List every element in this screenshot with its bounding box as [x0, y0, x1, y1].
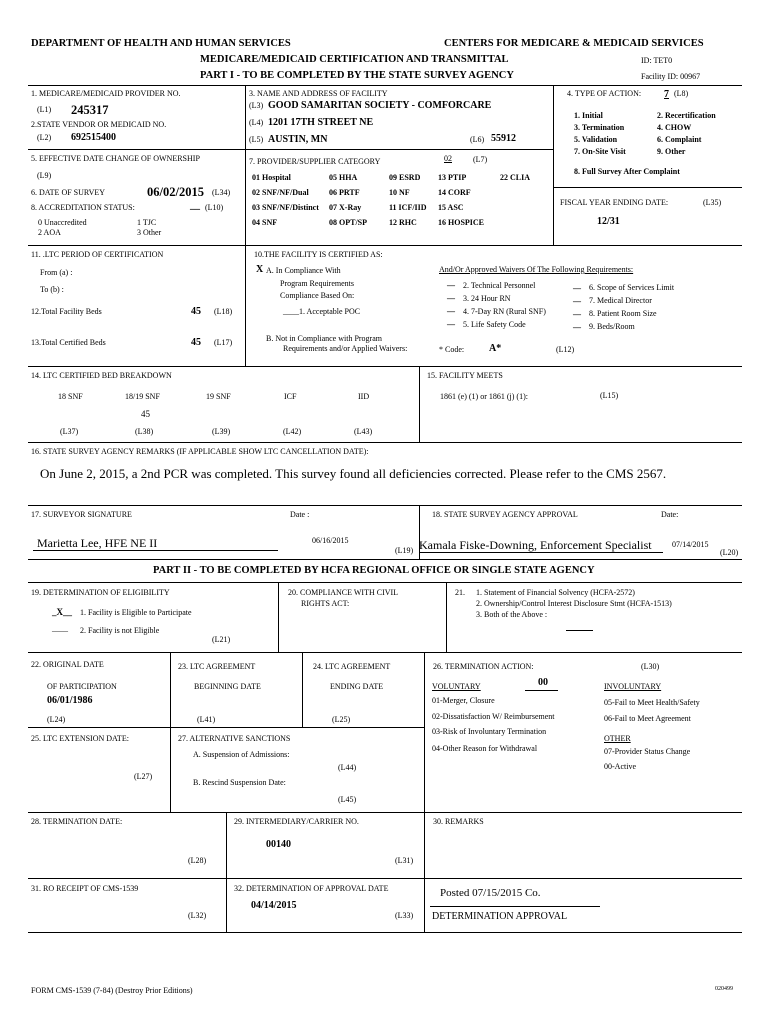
l18-code: (L18) [214, 307, 233, 316]
waiver-item: 3. 24 Hour RN [463, 294, 511, 303]
l31-code: (L31) [395, 856, 414, 865]
civil-rights-label: 20. COMPLIANCE WITH CIVIL [288, 588, 399, 597]
waiver-item: 6. Scope of Services Limit [589, 283, 675, 292]
form-number: FORM CMS-1539 (7-84) (Destroy Prior Editions) [31, 986, 193, 995]
waiver-blank: __ [573, 281, 581, 290]
waiver-blank: __ [447, 304, 455, 313]
category-option: 22 CLIA [500, 173, 531, 182]
category-option: 08 OPT/SP [329, 218, 368, 227]
l7-code: (L7) [473, 155, 488, 164]
waiver-item: 7. Medical Director [589, 296, 652, 305]
posted-note: Posted 07/15/2015 Co. [440, 887, 541, 899]
l21-code: (L21) [212, 635, 231, 644]
termination-action-label: 26. TERMINATION ACTION: [433, 662, 534, 671]
bed-col-code: (L43) [354, 427, 373, 436]
vendor-no-value: 692515400 [71, 132, 116, 143]
accreditation-label: 8. ACCREDITATION STATUS: [31, 203, 135, 212]
voluntary-heading: VOLUNTARY [432, 682, 481, 691]
category-option: 06 PRTF [329, 188, 360, 197]
bed-col-header: IID [358, 392, 370, 401]
total-certified-beds-label: 13.Total Certified Beds [31, 338, 106, 347]
bed-col-header: 19 SNF [206, 392, 231, 401]
category-option: 12 RHC [389, 218, 417, 227]
other-option: 00-Active [604, 762, 636, 771]
surveyor-date: 06/16/2015 [312, 536, 349, 545]
eligibility-label: 19. DETERMINATION OF ELIGIBILITY [31, 588, 170, 597]
ltc-agreement-end-sub: ENDING DATE [330, 682, 384, 691]
signature-line [419, 552, 663, 553]
facility-street: 1201 17TH STREET NE [268, 117, 374, 128]
survey-id: ID: TET0 [641, 56, 673, 65]
rule [302, 652, 303, 727]
waiver-blank: __ [447, 317, 455, 326]
part2-title: PART II - TO BE COMPLETED BY HCFA REGIONAL OFFICE OR SINGLE STATE AGENCY [153, 565, 595, 576]
ltc-agreement-end-label: 24. LTC AGREEMENT [313, 662, 391, 671]
rule [424, 812, 425, 878]
original-date-value: 06/01/1986 [47, 695, 93, 706]
ltc-period-label: 11. .LTC PERIOD OF CERTIFICATION [31, 250, 164, 259]
not-eligible-mark: ____ [52, 624, 68, 633]
ltc-bed-breakdown-label: 14. LTC CERTIFIED BED BREAKDOWN [31, 371, 172, 380]
remarks-30-label: 30. REMARKS [433, 817, 484, 826]
original-date-sub: OF PARTICIPATION [47, 682, 117, 691]
suspension-label: A. Suspension of Admissions: [193, 750, 290, 759]
action-option: 2. Recertification [657, 111, 716, 120]
waiver-item: 5. Life Safety Code [463, 320, 526, 329]
bed-col-code: (L37) [60, 427, 79, 436]
rule [28, 366, 742, 367]
ltc-extension-label: 25. LTC EXTENSION DATE: [31, 734, 129, 743]
l17-code: (L17) [214, 338, 233, 347]
not-eligible-option: 2. Facility is not Eligible [80, 626, 160, 635]
rule [28, 932, 742, 933]
ltc-agreement-begin-label: 23. LTC AGREEMENT [178, 662, 256, 671]
effective-date-label: 5. EFFECTIVE DATE CHANGE OF OWNERSHIP [31, 154, 200, 163]
rule [28, 149, 245, 150]
rule [28, 442, 742, 443]
facility-name: GOOD SAMARITAN SOCIETY - COMFORCARE [268, 100, 492, 111]
waiver-blank: __ [573, 320, 581, 329]
sec21-number: 21. [455, 588, 465, 597]
eligible-mark: _X__ [52, 607, 72, 617]
accred-option: 2 AOA [38, 228, 61, 237]
intermediary-label: 29. INTERMEDIARY/CARRIER NO. [234, 817, 359, 826]
compliance-option-a-line3: Compliance Based On: [280, 291, 355, 300]
bed-col-code: (L42) [283, 427, 302, 436]
provider-no-value: 245317 [71, 103, 109, 117]
cms-header: CENTERS FOR MEDICARE & MEDICAID SERVICES [444, 38, 704, 49]
facility-city: AUSTIN, MN [268, 134, 328, 145]
action-option: 1. Initial [574, 111, 603, 120]
accred-option: 3 Other [137, 228, 162, 237]
l33-code: (L33) [395, 911, 414, 920]
l6-code: (L6) [470, 135, 485, 144]
waiver-item: 4. 7-Day RN (Rural SNF) [463, 307, 546, 316]
code-value: A* [489, 343, 502, 354]
involuntary-option: 06-Fail to Meet Agreement [604, 714, 691, 723]
l32-code: (L32) [188, 911, 207, 920]
survey-date-label: 6. DATE OF SURVEY [31, 188, 106, 197]
rule [226, 812, 227, 878]
from-label: From (a) : [40, 268, 73, 277]
ltc-agreement-begin-sub: BEGINNING DATE [194, 682, 261, 691]
involuntary-heading: INVOLUNTARY [604, 682, 662, 691]
waiver-item: 9. Beds/Room [589, 322, 635, 331]
rule [226, 878, 227, 932]
fiscal-year-value: 12/31 [597, 216, 620, 227]
voluntary-option: 02-Dissatisfaction W/ Reimbursement [432, 712, 555, 721]
facility-id: Facility ID: 00967 [641, 72, 701, 81]
l12-code: (L12) [556, 345, 575, 354]
category-option: 10 NF [389, 188, 410, 197]
l5-code: (L5) [249, 135, 264, 144]
form-code: 020499 [715, 986, 733, 992]
value-line [525, 690, 558, 691]
type-of-action-label: 4. TYPE OF ACTION: [567, 89, 642, 98]
surveyor-signature-label: 17. SURVEYOR SIGNATURE [31, 510, 132, 519]
vendor-no-label: 2.STATE VENDOR OR MEDICAID NO. [31, 120, 167, 129]
l44-code: (L44) [338, 763, 357, 772]
rule [170, 652, 171, 727]
eligible-option: 1. Facility is Eligible to Participate [80, 608, 192, 617]
acceptable-poc: ____1. Acceptable POC [283, 307, 361, 316]
termination-value: 00 [538, 677, 548, 688]
action-option: 6. Complaint [657, 135, 702, 144]
l2-code: (L2) [37, 133, 52, 142]
l30-code: (L30) [641, 662, 660, 671]
l20-code: (L20) [720, 548, 739, 557]
approval-date-label: 32. DETERMINATION OF APPROVAL DATE [234, 884, 389, 893]
action-option: 7. On-Site Visit [574, 147, 626, 156]
compliance-option-b-line2: Requirements and/or Applied Waivers: [283, 344, 408, 353]
l8-code: (L8) [674, 89, 689, 98]
rule [245, 149, 553, 150]
surveyor-date-label: Date : [290, 510, 310, 519]
l27-code: (L27) [134, 772, 153, 781]
rule [28, 878, 742, 879]
facility-meets-label: 15. FACILITY MEETS [427, 371, 503, 380]
type-of-action-value: 7 [664, 89, 669, 100]
facility-meets-text: 1861 (e) (1) or 1861 (j) (1): [440, 392, 528, 401]
facility-zip: 55912 [491, 133, 516, 144]
category-option: 14 CORF [438, 188, 471, 197]
bed-col-header: 18/19 SNF [125, 392, 160, 401]
category-option: 04 SNF [252, 218, 278, 227]
voluntary-option: 03-Risk of Involuntary Termination [432, 727, 547, 736]
category-option: 09 ESRD [389, 173, 421, 182]
l28-code: (L28) [188, 856, 207, 865]
l34-code: (L34) [212, 188, 231, 197]
category-option: 01 Hospital [252, 173, 291, 182]
approval-date-value: 04/14/2015 [251, 900, 297, 911]
code-label: * Code: [439, 345, 465, 354]
voluntary-option: 04-Other Reason for Withdrawal [432, 744, 538, 753]
rescind-label: B. Rescind Suspension Date: [193, 778, 286, 787]
compliance-option-b: B. Not in Compliance with Program [266, 334, 382, 343]
l15-code: (L15) [600, 391, 619, 400]
rule [28, 812, 742, 813]
agency-approval-label: 18. STATE SURVEY AGENCY APPROVAL [432, 510, 578, 519]
dept-header: DEPARTMENT OF HEALTH AND HUMAN SERVICES [31, 38, 291, 49]
rule [28, 652, 742, 653]
action-option: 3. Termination [574, 123, 625, 132]
rule [28, 245, 742, 246]
waiver-blank: __ [573, 294, 581, 303]
involuntary-option: 05-Fail to Meet Health/Safety [604, 698, 700, 707]
rule [28, 727, 424, 728]
rule [28, 85, 742, 86]
bed-col-code: (L39) [212, 427, 231, 436]
waiver-blank: __ [447, 278, 455, 287]
agency-date: 07/14/2015 [672, 540, 709, 549]
bed-1819-value: 45 [141, 409, 150, 419]
compliance-option-a-line2: Program Requirements [280, 279, 354, 288]
to-label: To (b) : [40, 285, 64, 294]
l25-code: (L25) [332, 715, 351, 724]
waiver-item: 8. Patient Room Size [589, 309, 657, 318]
l19-code: (L19) [395, 546, 414, 555]
l3-code: (L3) [249, 101, 264, 110]
category-option: 03 SNF/NF/Distinct [252, 203, 319, 212]
accred-option: 1 TJC [137, 218, 157, 227]
rule [28, 505, 742, 506]
civil-rights-label-2: RIGHTS ACT: [301, 599, 350, 608]
rule [28, 582, 742, 583]
determination-approval: DETERMINATION APPROVAL [432, 911, 568, 922]
action-option: 8. Full Survey After Complaint [574, 167, 680, 176]
voluntary-option: 01-Merger, Closure [432, 696, 495, 705]
action-option: 9. Other [657, 147, 686, 156]
other-option: 07-Provider Status Change [604, 747, 691, 756]
category-option: 16 HOSPICE [438, 218, 485, 227]
rule [170, 727, 171, 812]
action-option: 5. Validation [574, 135, 618, 144]
form-title: MEDICARE/MEDICAID CERTIFICATION AND TRANSMITTAL [200, 54, 509, 65]
accreditation-value: __ [190, 200, 200, 211]
l41-code: (L41) [197, 715, 216, 724]
category-option: 07 X-Ray [329, 203, 362, 212]
waiver-item: 2. Technical Personnel [463, 281, 536, 290]
l4-code: (L4) [249, 118, 264, 127]
category-option: 13 PTIP [438, 173, 467, 182]
certified-as-label: 10.THE FACILITY IS CERTIFIED AS: [254, 250, 383, 259]
provider-category-label: 7. PROVIDER/SUPPLIER CATEGORY [249, 157, 381, 166]
agency-date-label: Date: [661, 510, 679, 519]
l24-code: (L24) [47, 715, 66, 724]
original-date-label: 22. ORIGINAL DATE [31, 660, 104, 669]
l1-code: (L1) [37, 105, 52, 114]
sec21-item: 3. Both of the Above : [476, 610, 548, 619]
category-option: 15 ASC [438, 203, 464, 212]
other-heading: OTHER [604, 734, 631, 743]
category-option: 11 ICF/IID [389, 203, 427, 212]
sec21-item: 2. Ownership/Control Interest Disclosure Stmt (HCFA-1513) [476, 599, 672, 608]
l9-code: (L9) [37, 171, 52, 180]
rule [553, 85, 554, 245]
termination-date-label: 28. TERMINATION DATE: [31, 817, 123, 826]
rule [28, 559, 742, 560]
provider-no-label: 1. MEDICARE/MEDICAID PROVIDER NO. [31, 89, 181, 98]
part1-title: PART I - TO BE COMPLETED BY THE STATE SURVEY AGENCY [200, 70, 514, 81]
bed-col-code: (L38) [135, 427, 154, 436]
blank-line [566, 630, 593, 631]
category-option: 05 HHA [329, 173, 358, 182]
survey-date-value: 06/02/2015 [147, 185, 204, 199]
rule [245, 245, 246, 366]
agency-signature: Kamala Fiske-Downing, Enforcement Specialist [419, 538, 652, 552]
category-option: 02 SNF/NF/Dual [252, 188, 309, 197]
remarks-label: 16. STATE SURVEY AGENCY REMARKS (IF APPLICABLE SHOW LTC CANCELLATION DATE): [31, 447, 369, 456]
accred-option: 0 Unaccredited [38, 218, 87, 227]
intermediary-value: 00140 [266, 839, 291, 850]
compliance-option-a: A. In Compliance With [266, 266, 341, 275]
total-certified-beds: 45 [191, 337, 201, 348]
rule [446, 582, 447, 652]
posted-line [430, 906, 600, 907]
waiver-blank: __ [573, 307, 581, 316]
total-facility-beds: 45 [191, 306, 201, 317]
sec21-item: 1. Statement of Financial Solvency (HCFA-2572) [476, 588, 635, 597]
bed-col-header: 18 SNF [58, 392, 83, 401]
alt-sanctions-label: 27. ALTERNATIVE SANCTIONS [178, 734, 291, 743]
waivers-label: And/Or Approved Waivers Of The Following Requirements: [439, 265, 634, 274]
l10-code: (L10) [205, 203, 224, 212]
l45-code: (L45) [338, 795, 357, 804]
facility-address-label: 3. NAME AND ADDRESS OF FACILITY [249, 89, 388, 98]
rule [424, 878, 425, 932]
state-remarks: On June 2, 2015, a 2nd PCR was completed. This survey found all deficiencies corrected. Please refer to the CMS 2567. [40, 466, 667, 481]
waiver-blank: __ [447, 291, 455, 300]
signature-line [33, 550, 278, 551]
surveyor-signature: Marietta Lee, HFE NE II [37, 536, 158, 550]
fiscal-year-label: FISCAL YEAR ENDING DATE: [560, 198, 669, 207]
rule [424, 652, 425, 812]
rule [553, 187, 742, 188]
rule [245, 85, 246, 245]
provider-category-value: 02 [444, 154, 452, 163]
rule [419, 366, 420, 442]
total-facility-beds-label: 12.Total Facility Beds [31, 307, 102, 316]
ro-receipt-label: 31. RO RECEIPT OF CMS-1539 [31, 884, 139, 893]
bed-col-header: ICF [284, 392, 297, 401]
compliance-mark: X [256, 264, 264, 275]
action-option: 4. CHOW [657, 123, 692, 132]
rule [278, 582, 279, 652]
l35-code: (L35) [703, 198, 722, 207]
